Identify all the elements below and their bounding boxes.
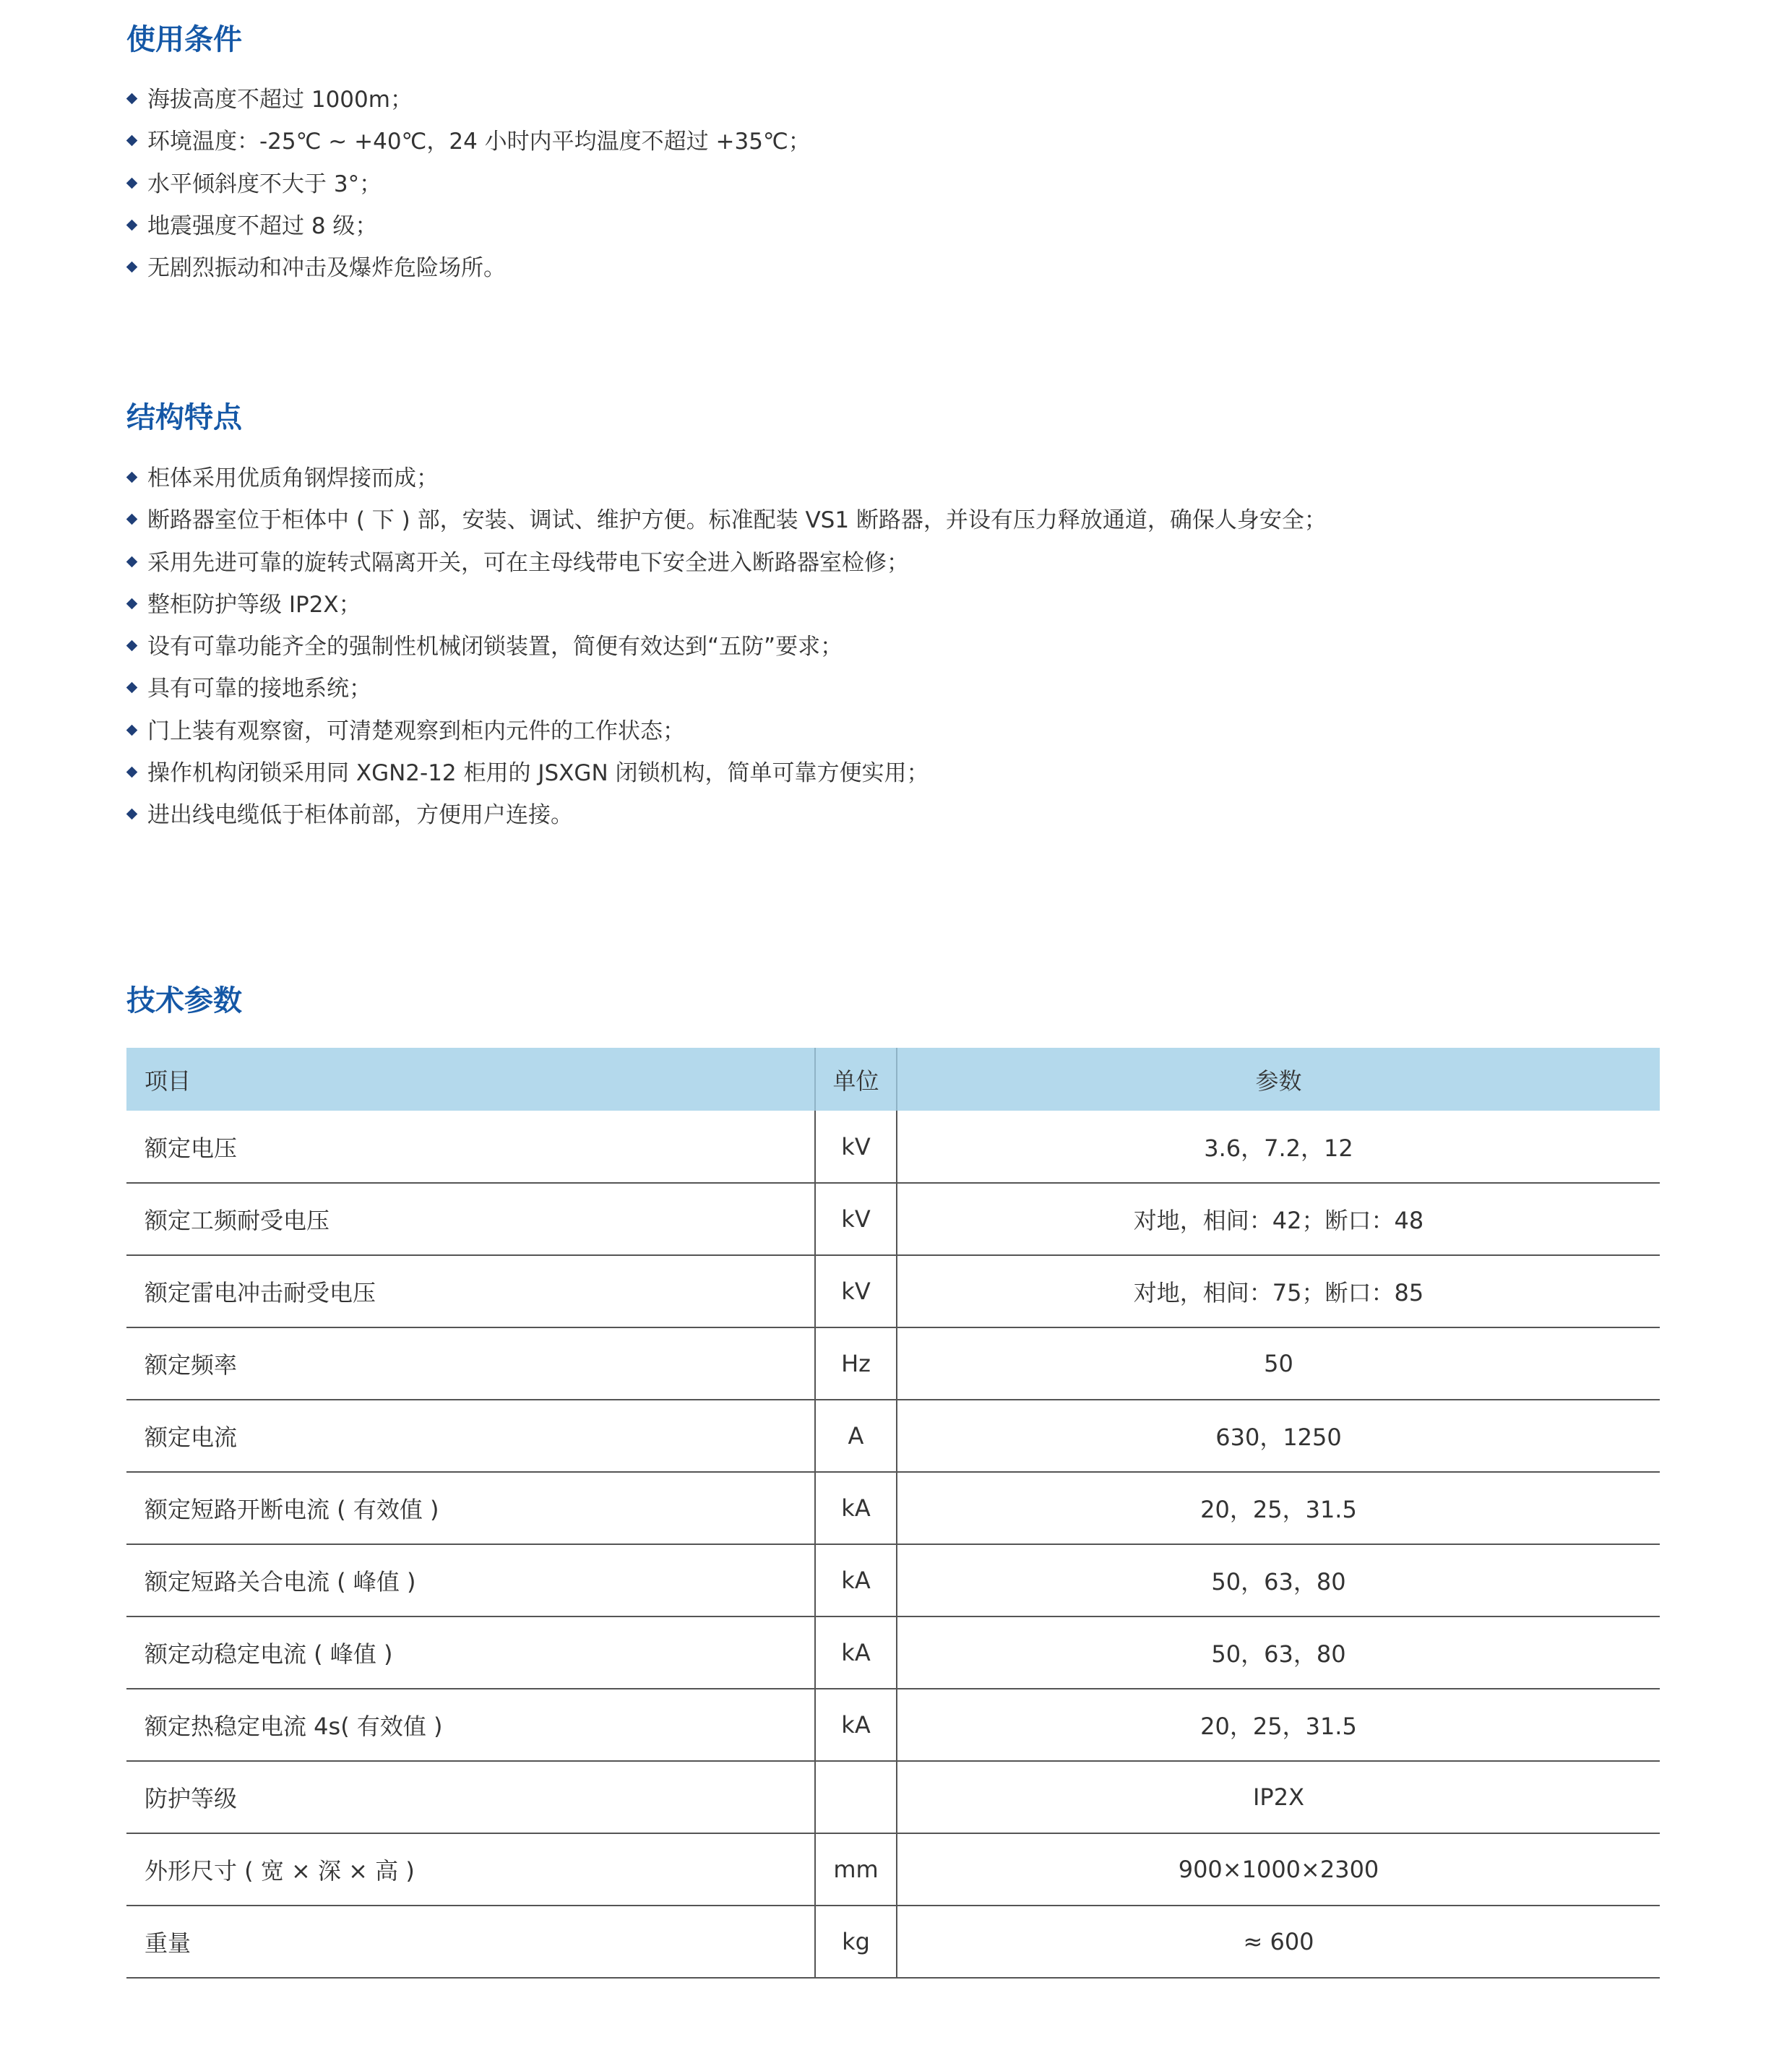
cell-item: 外形尺寸 ( 宽 × 深 × 高 ) bbox=[145, 1857, 415, 1885]
cell-unit: kV bbox=[815, 1111, 897, 1183]
cell-unit: kg bbox=[815, 1906, 897, 1978]
cell-unit: kA bbox=[815, 1689, 897, 1761]
cell-unit: kV bbox=[815, 1183, 897, 1255]
cell-item: 重量 bbox=[145, 1929, 191, 1957]
diamond-bullet-icon bbox=[126, 640, 138, 652]
structure-list bbox=[126, 457, 1327, 837]
list-item-text: 断路器室位于柜体中 ( 下 ) 部，安装、调试、维护方便。标准配装 VS1 断路器，并设有压力释放通道，确保人身安全； bbox=[147, 507, 1327, 534]
cell-item: 额定电压 bbox=[145, 1134, 238, 1162]
diamond-bullet-icon bbox=[126, 809, 138, 820]
diamond-bullet-icon bbox=[126, 725, 138, 736]
cell-item: 额定电流 bbox=[145, 1424, 238, 1451]
list-item bbox=[126, 668, 1327, 710]
list-item bbox=[126, 752, 1327, 794]
cell-unit: mm bbox=[815, 1833, 897, 1906]
list-item-text: 采用先进可靠的旋转式隔离开关，可在主母线带电下安全进入断路器室检修； bbox=[147, 549, 909, 576]
cell-value: 630，1250 bbox=[1215, 1424, 1342, 1451]
tech-params-title: 技术参数 bbox=[126, 984, 242, 1017]
list-item-text: 水平倾斜度不大于 3°； bbox=[147, 171, 382, 197]
table-row bbox=[126, 1833, 1660, 1906]
cell-unit: kA bbox=[815, 1616, 897, 1689]
list-item-text: 地震强度不超过 8 级； bbox=[147, 212, 378, 239]
cell-value: 对地，相间：75；断口：85 bbox=[1133, 1279, 1424, 1306]
usage-conditions-title: 使用条件 bbox=[126, 23, 242, 56]
cell-item: 额定动稳定电流 ( 峰值 ) bbox=[145, 1640, 393, 1668]
cell-unit: kA bbox=[815, 1544, 897, 1616]
list-item-text: 整柜防护等级 IP2X； bbox=[147, 591, 361, 618]
diamond-bullet-icon bbox=[126, 514, 138, 525]
list-item-text: 进出线电缆低于柜体前部，方便用户连接。 bbox=[147, 802, 573, 829]
table-row bbox=[126, 1255, 1660, 1327]
table-row bbox=[126, 1544, 1660, 1616]
list-item-text: 柜体采用优质角钢焊接而成； bbox=[147, 465, 439, 491]
cell-value: 3.6，7.2，12 bbox=[1204, 1134, 1353, 1162]
diamond-bullet-icon bbox=[126, 262, 138, 273]
table-row bbox=[126, 1689, 1660, 1761]
table-row bbox=[126, 1327, 1660, 1400]
cell-item: 额定频率 bbox=[145, 1351, 238, 1379]
diamond-bullet-icon bbox=[126, 598, 138, 610]
cell-value: IP2X bbox=[1252, 1783, 1304, 1811]
cell-value: 50，63，80 bbox=[1211, 1640, 1346, 1668]
cell-value: ≈ 600 bbox=[1243, 1928, 1314, 1955]
header-value: 参数 bbox=[1255, 1067, 1302, 1095]
table-row bbox=[126, 1616, 1660, 1689]
list-item-text: 环境温度：-25℃ ~ +40℃，24 小时内平均温度不超过 +35℃； bbox=[147, 129, 811, 155]
cell-value: 对地，相间：42；断口：48 bbox=[1133, 1207, 1424, 1234]
cell-item: 额定短路关合电流 ( 峰值 ) bbox=[145, 1568, 416, 1596]
cell-value: 20，25，31.5 bbox=[1200, 1496, 1357, 1523]
diamond-bullet-icon bbox=[126, 135, 138, 147]
list-item bbox=[126, 247, 811, 289]
cell-item: 额定短路开断电流 ( 有效值 ) bbox=[145, 1496, 439, 1523]
table-row bbox=[126, 1906, 1660, 1978]
cell-value: 20，25，31.5 bbox=[1200, 1713, 1357, 1740]
cell-unit bbox=[815, 1761, 897, 1833]
list-item bbox=[126, 542, 1327, 584]
list-item bbox=[126, 205, 811, 247]
table-row bbox=[126, 1400, 1660, 1472]
cell-value: 50，63，80 bbox=[1211, 1568, 1346, 1596]
list-item-text: 具有可靠的接地系统； bbox=[147, 676, 371, 702]
list-item-text: 设有可靠功能齐全的强制性机械闭锁装置，简便有效达到“五防”要求； bbox=[147, 634, 843, 660]
header-unit: 单位 bbox=[815, 1048, 897, 1111]
cell-value: 900×1000×2300 bbox=[1178, 1856, 1379, 1883]
diamond-bullet-icon bbox=[126, 682, 138, 694]
cell-item: 额定热稳定电流 4s( 有效值 ) bbox=[145, 1713, 443, 1740]
list-item bbox=[126, 626, 1327, 668]
tech-params-table bbox=[126, 1048, 1660, 1979]
list-item bbox=[126, 794, 1327, 836]
cell-unit: kA bbox=[815, 1472, 897, 1544]
list-item bbox=[126, 163, 811, 205]
table-row bbox=[126, 1183, 1660, 1255]
header-item: 项目 bbox=[145, 1067, 191, 1095]
list-item bbox=[126, 499, 1327, 541]
table-header-row bbox=[126, 1048, 1660, 1111]
list-item bbox=[126, 584, 1327, 626]
list-item-text: 无剧烈振动和冲击及爆炸危险场所。 bbox=[147, 255, 506, 282]
diamond-bullet-icon bbox=[126, 767, 138, 778]
structure-title: 结构特点 bbox=[126, 401, 242, 434]
cell-item: 额定雷电冲击耐受电压 bbox=[145, 1279, 376, 1306]
list-item-text: 门上装有观察窗，可清楚观察到柜内元件的工作状态； bbox=[147, 718, 685, 744]
list-item bbox=[126, 457, 1327, 499]
cell-item: 防护等级 bbox=[145, 1785, 238, 1812]
usage-conditions-list bbox=[126, 79, 811, 289]
cell-value: 50 bbox=[1264, 1350, 1293, 1377]
diamond-bullet-icon bbox=[126, 556, 138, 567]
cell-item: 额定工频耐受电压 bbox=[145, 1207, 330, 1234]
cell-unit: kV bbox=[815, 1255, 897, 1327]
cell-unit: A bbox=[815, 1400, 897, 1472]
table-row bbox=[126, 1761, 1660, 1833]
list-item bbox=[126, 710, 1327, 752]
list-item bbox=[126, 79, 811, 121]
diamond-bullet-icon bbox=[126, 93, 138, 105]
list-item-text: 操作机构闭锁采用同 XGN2-12 柜用的 JSXGN 闭锁机构，简单可靠方便实用； bbox=[147, 760, 929, 787]
diamond-bullet-icon bbox=[126, 472, 138, 483]
list-item-text: 海拔高度不超过 1000m； bbox=[147, 87, 413, 113]
diamond-bullet-icon bbox=[126, 220, 138, 231]
cell-unit: Hz bbox=[815, 1327, 897, 1400]
diamond-bullet-icon bbox=[126, 177, 138, 189]
table-row bbox=[126, 1111, 1660, 1183]
table-row bbox=[126, 1472, 1660, 1544]
list-item bbox=[126, 121, 811, 163]
